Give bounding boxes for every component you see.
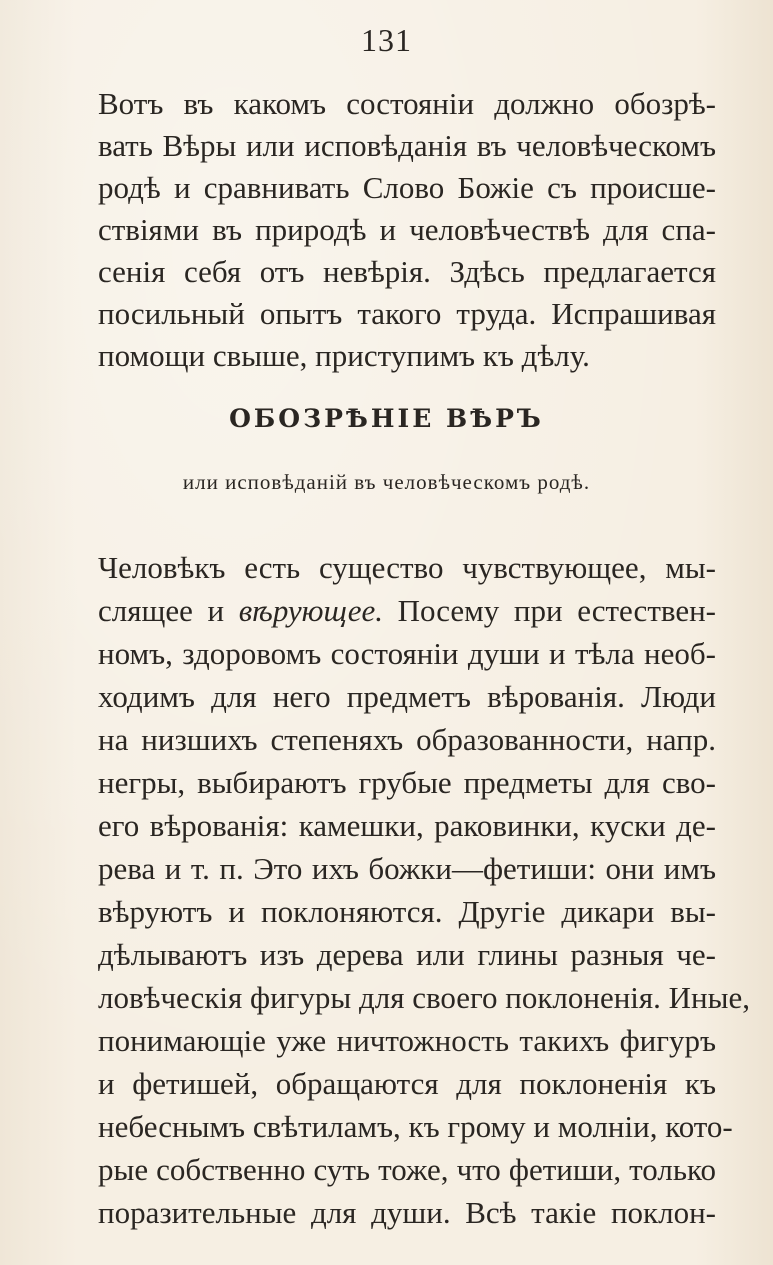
- text-segment: на низшихъ степеняхъ образованности, напр.: [98, 722, 716, 757]
- text-segment: номъ, здоровомъ состояніи души и тѣла необ-: [98, 636, 716, 671]
- text-line: [98, 1193, 716, 1233]
- text-line: [98, 978, 750, 1018]
- section-subheading: или исповѣданій въ человѣческомъ родѣ.: [182, 470, 591, 494]
- text-segment: негры, выбираютъ грубые предметы для сво-: [98, 765, 716, 800]
- text-segment: вѣруютъ и поклоняются. Другіе дикари вы-: [98, 894, 716, 929]
- text-line: родѣ и сравнивать Слово Божіе съ происше-: [98, 170, 716, 205]
- text-segment: ловѣческія фигуры для своего поклоненія. Иные,: [98, 980, 750, 1015]
- text-segment: Посему при естествен-: [383, 593, 716, 628]
- text-segment: Человѣкъ есть существо чувствующее, мы-: [98, 550, 716, 585]
- text-line: [98, 763, 716, 803]
- text-line: [98, 892, 716, 932]
- text-line: вать Вѣры или исповѣданія въ человѣческомъ: [98, 128, 716, 163]
- text-segment: небеснымъ свѣтиламъ, къ грому и молніи, кото-: [98, 1109, 733, 1144]
- text-segment: рева и т. п. Это ихъ божки—фетиши: они имъ: [98, 851, 716, 886]
- text-line: ствіями въ природѣ и человѣчествѣ для спа-: [98, 212, 716, 247]
- text-segment: слящее и: [98, 593, 239, 628]
- emphasis-word: вѣрующее.: [238, 593, 383, 628]
- text-segment: понимающіе уже ничтожность такихъ фигуръ: [98, 1023, 716, 1058]
- text-line: Вотъ въ какомъ состояніи должно обозрѣ-: [98, 86, 716, 121]
- text-segment: рые собственно суть тоже, что фетиши, только: [98, 1152, 716, 1187]
- text-line: [98, 935, 716, 975]
- text-segment: дѣлываютъ изъ дерева или глины разныя че-: [98, 937, 716, 972]
- text-line: [98, 591, 716, 631]
- text-line: [98, 1021, 716, 1061]
- text-line: помощи свыше, приступимъ къ дѣлу.: [98, 338, 590, 373]
- page-number: 131: [361, 22, 412, 58]
- text-line: [98, 634, 716, 674]
- text-line: [98, 1107, 733, 1147]
- text-segment: и фетишей, обращаются для поклоненія къ: [98, 1066, 716, 1101]
- text-line: сенія себя отъ невѣрія. Здѣсь предлагается: [98, 254, 716, 289]
- text-line: [98, 548, 716, 588]
- text-line: посильный опытъ такого труда. Испрашивая: [98, 296, 716, 331]
- text-line: [98, 806, 716, 846]
- text-segment: его вѣрованія: камешки, раковинки, куски де-: [98, 808, 716, 843]
- text-line: [98, 720, 716, 760]
- text-line: [98, 677, 716, 717]
- text-line: [98, 849, 716, 889]
- text-line: [98, 1064, 716, 1104]
- text-segment: поразительные для души. Всѣ такіе поклон-: [98, 1195, 716, 1230]
- text-line: [98, 1150, 716, 1190]
- text-segment: ходимъ для него предметъ вѣрованія. Люди: [98, 679, 716, 714]
- section-heading: ОБОЗРѢНІЕ ВѢРЪ: [229, 404, 544, 433]
